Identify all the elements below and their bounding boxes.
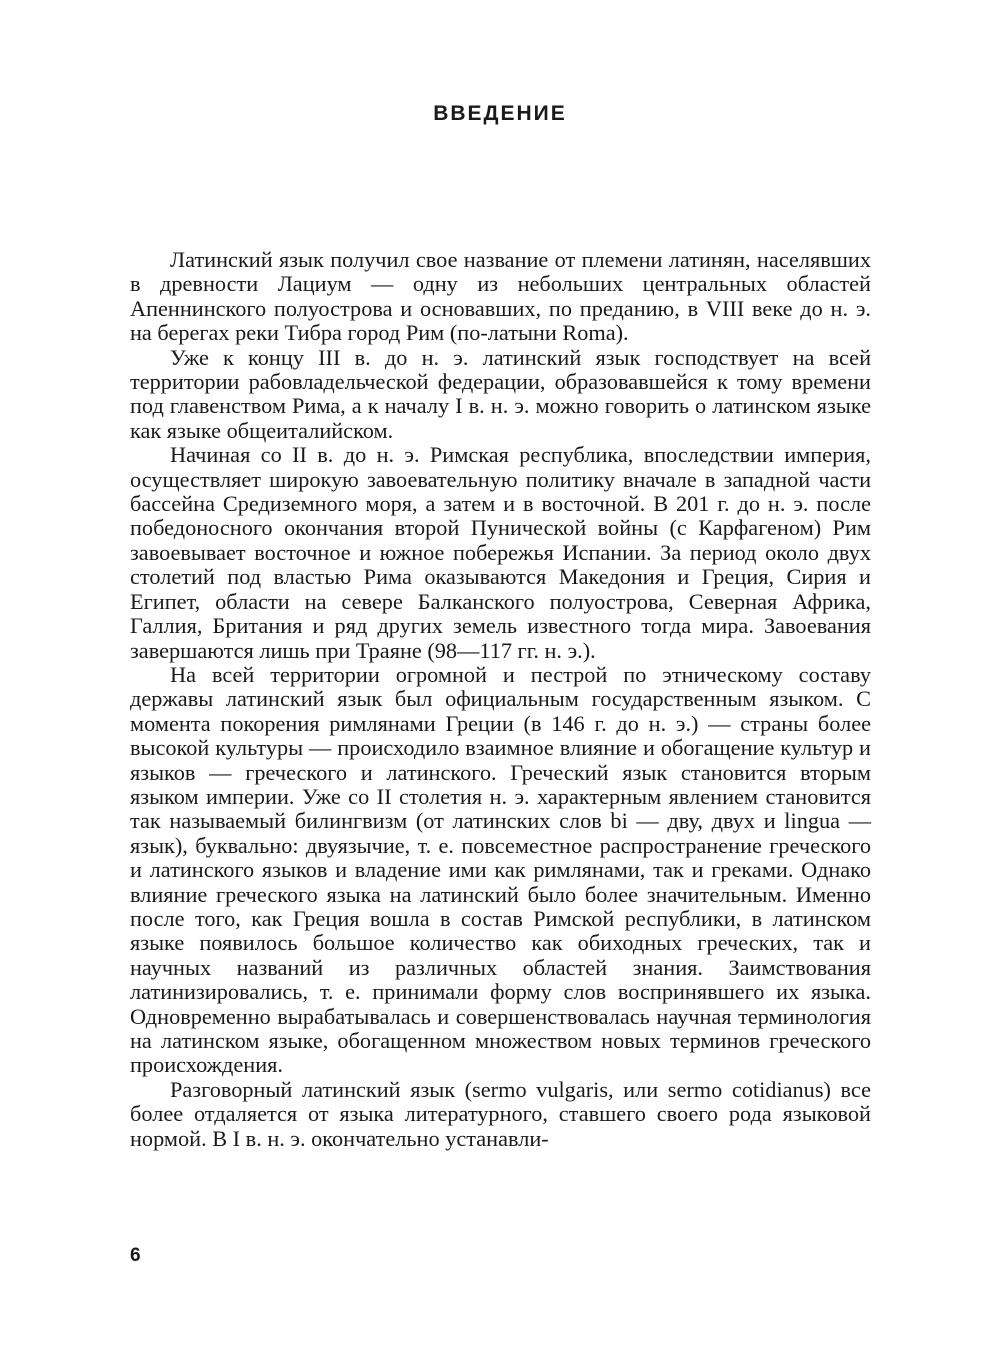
page-number: 6 (130, 1245, 141, 1266)
page-title: ВВЕДЕНИЕ (433, 102, 567, 125)
body-text (130, 248, 871, 1151)
paragraph-5: Разговорный латинский язык (sermo vulgaris, или sermo cotidianus) все более отдаляется от языка литературного, ставшего своего рода языковой нормой. В I в. н. э. окончательно устанавли- (130, 1076, 871, 1151)
paragraph-3: Начиная со II в. до н. э. Римская республика, впоследствии империя, осуществляет широкую завоевательную политику вначале в западной части бассейна Средиземного моря, а затем и в восточной. В 201 г. до н. э. после победоносного окончания второй Пунической войны (с Карфагеном) Рим завоевывает восточное и южное побережья Испании. За период около двух столетий под властью Рима оказываются Македония и Греция, Сирия и Египет, области на севере Балканского полуострова, Северная Африка, Галлия, Британия и ряд других земель известного тогда мира. Завоевания завершаются лишь при Траяне (98—117 гг. н. э.). (130, 442, 871, 663)
paragraph-2: Уже к концу III в. до н. э. латинский язык господствует на всей территории рабовладельческой федерации, образовавшейся к тому времени под главенством Рима, а к началу I в. н. э. можно говорить о латинском языке как языке общеиталийском. (130, 344, 871, 443)
paragraph-4: На всей территории огромной и пестрой по этническому составу державы латинский язык был официальным государственным языком. С момента покорения римлянами Греции (в 146 г. до н. э.) — страны более высокой культуры — происходило взаимное влияние и обогащение культур и языков — греческого и латинского. Греческий язык становится вторым языком империи. Уже со II столетия н. э. характерным явлением становится так называемый билингвизм (от латинских слов bi — дву, двух и lingua — язык), буквально: двуязычие, т. е. повсеместное распространение греческого и латинского языков и владение ими как римлянами, так и греками. Однако влияние греческого языка на латинский было более значительным. Именно после того, как Греция вошла в состав Римской республики, в латинском языке появилось большое количество как обиходных греческих, так и научных названий из различных областей знания. Заимствования латинизировались, т. е. принимали форму слов воспринявшего их языка. Одновременно вырабатывалась и совершенствовалась научная терминология на латинском языке, обогащенном множеством новых терминов греческого происхождения. (130, 661, 871, 1078)
paragraph-1: Латинский язык получил свое название от племени латинян, населявших в древности Лациум — одну из небольших центральных областей Апеннинского полуострова и основавших, по преданию, в VIII веке до н. э. на берегах реки Тибра город Рим (по-латыни Roma). (130, 247, 871, 346)
